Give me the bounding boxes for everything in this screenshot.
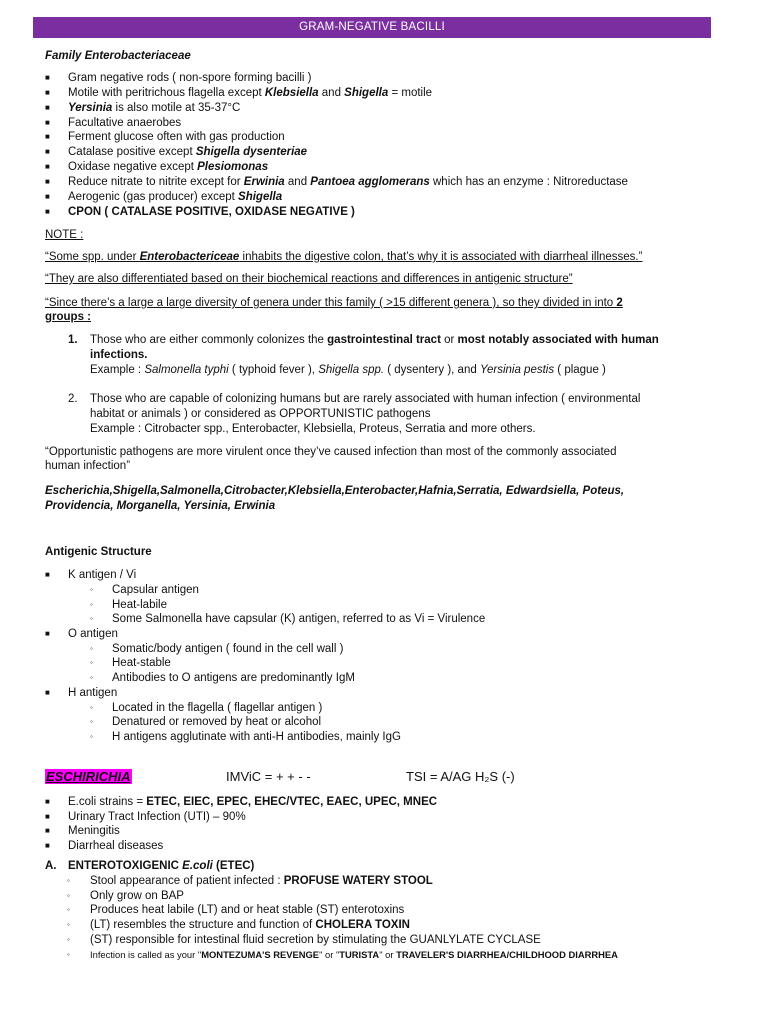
list-item: Only grow on BAP: [90, 890, 184, 902]
bullet-icon: ■: [45, 688, 50, 697]
list-item: Ferment glucose often with gas production: [68, 131, 285, 143]
imvic-text: IMViC = + + - -: [226, 769, 311, 784]
note-label: NOTE :: [45, 229, 84, 241]
circle-bullet-icon: ◦: [90, 658, 93, 667]
list-item: Oxidase negative except Plesiomonas: [68, 161, 269, 173]
list-item: Stool appearance of patient infected : PROFUSE WATERY STOOL: [90, 875, 433, 887]
list-item: Infection is called as your "MONTEZUMA'S REVENGE" or "TURISTA" or TRAVELER'S DIARRHEA/CHILDHOOD DIARRHEA: [90, 949, 618, 960]
antigenic-title: Antigenic Structure: [45, 546, 152, 558]
escherichia-heading: ESCHIRICHIA: [46, 769, 131, 784]
bullet-icon: ■: [45, 88, 50, 97]
list-item: Antibodies to O antigens are predominantly IgM: [112, 672, 355, 684]
circle-bullet-icon: ◦: [90, 585, 93, 594]
circle-bullet-icon: ◦: [90, 673, 93, 682]
group-2-example: Example : Citrobacter spp., Enterobacter, Klebsiella, Proteus, Serratia and more others.: [90, 423, 536, 435]
bullet-icon: ■: [45, 73, 50, 82]
quote-line-1: “Opportunistic pathogens are more virulent once they’ve caused infection than most of the commonly associated: [45, 446, 617, 458]
bullet-icon: ■: [45, 103, 50, 112]
list-item: Facultative anaerobes: [68, 117, 182, 129]
group-1-number: 1.: [68, 334, 78, 346]
antigen-name: H antigen: [68, 687, 118, 699]
circle-bullet-icon: ◦: [67, 905, 70, 914]
list-item: Meningitis: [68, 825, 120, 837]
bullet-icon: ■: [45, 797, 50, 806]
group-2-number: 2.: [68, 393, 78, 405]
list-item: Gram negative rods ( non-spore forming bacilli ): [68, 72, 312, 84]
genera-line-1: Escherichia,Shigella,Salmonella,Citrobacter,Klebsiella,Enterobacter,Hafnia,Serratia, Edwardsiella, Poteus,: [45, 485, 625, 497]
list-item: Denatured or removed by heat or alcohol: [112, 716, 322, 728]
bullet-icon: ■: [45, 629, 50, 638]
family-title: Family Enterobacteriaceae: [45, 50, 191, 62]
circle-bullet-icon: ◦: [67, 920, 70, 929]
list-item: Reduce nitrate to nitrite except for Erwinia and Pantoea agglomerans which has an enzyme : Nitroreductase: [68, 176, 628, 188]
list-item: Produces heat labile (LT) and or heat stable (ST) enterotoxins: [90, 904, 405, 916]
list-item: Yersinia is also motile at 35-37°C: [68, 102, 241, 114]
bullet-icon: ■: [45, 118, 50, 127]
list-item: Aerogenic (gas producer) except Shigella: [68, 191, 283, 203]
list-item: Heat-labile: [112, 599, 167, 611]
list-item: Some Salmonella have capsular (K) antigen, referred to as Vi = Virulence: [112, 613, 486, 625]
bullet-icon: ■: [45, 841, 50, 850]
etec-title: ENTEROTOXIGENIC E.coli (ETEC): [68, 860, 255, 872]
bullet-icon: ■: [45, 162, 50, 171]
list-item: (LT) resembles the structure and function of CHOLERA TOXIN: [90, 919, 410, 931]
section-header: GRAM-NEGATIVE BACILLI: [33, 17, 711, 38]
etec-letter: A.: [45, 860, 57, 872]
group-1-line-2: infections.: [90, 349, 148, 361]
list-item: (ST) responsible for intestinal fluid secretion by stimulating the GUANLYLATE CYCLASE: [90, 934, 541, 946]
list-item: Located in the flagella ( flagellar antigen ): [112, 702, 323, 714]
note-2: “They are also differentiated based on their biochemical reactions and differences in antigenic structure”: [45, 273, 573, 285]
list-item: Capsular antigen: [112, 584, 199, 596]
circle-bullet-icon: ◦: [67, 935, 70, 944]
genera-line-2: Providencia, Morganella, Yersinia, Erwinia: [45, 500, 276, 512]
circle-bullet-icon: ◦: [90, 732, 93, 741]
list-item: Catalase positive except Shigella dysenteriae: [68, 146, 308, 158]
quote-line-2: human infection”: [45, 460, 131, 472]
bullet-icon: ■: [45, 207, 50, 216]
list-item: Motile with peritrichous flagella except Klebsiella and Shigella = motile: [68, 87, 433, 99]
group-1-example: Example : Salmonella typhi ( typhoid fever ), Shigella spp. ( dysentery ), and Yersinia pestis ( plague ): [90, 364, 606, 376]
list-item: E.coli strains = ETEC, EIEC, EPEC, EHEC/VTEC, EAEC, UPEC, MNEC: [68, 796, 438, 808]
list-item: Urinary Tract Infection (UTI) – 90%: [68, 811, 246, 823]
bullet-icon: ■: [45, 826, 50, 835]
bullet-icon: ■: [45, 570, 50, 579]
tsi-text: TSI = A/AG H₂S (-): [406, 769, 515, 784]
note-3: “Since there’s a large a large diversity of genera under this family ( >15 different genera ), so they divided in into 2: [45, 297, 623, 309]
list-item: Heat-stable: [112, 657, 171, 669]
circle-bullet-icon: ◦: [67, 876, 70, 885]
bullet-icon: ■: [45, 147, 50, 156]
bullet-icon: ■: [45, 132, 50, 141]
circle-bullet-icon: ◦: [67, 950, 70, 959]
list-item: Somatic/body antigen ( found in the cell wall ): [112, 643, 344, 655]
circle-bullet-icon: ◦: [90, 703, 93, 712]
bullet-icon: ■: [45, 192, 50, 201]
bullet-icon: ■: [45, 812, 50, 821]
circle-bullet-icon: ◦: [90, 717, 93, 726]
circle-bullet-icon: ◦: [67, 891, 70, 900]
bullet-icon: ■: [45, 177, 50, 186]
note-1: “Some spp. under Enterobactericeae inhabits the digestive colon, that’s why it is associated with diarrheal illnesses.”: [45, 251, 643, 263]
note-3-cont: groups :: [45, 311, 91, 323]
list-item: Diarrheal diseases: [68, 840, 164, 852]
list-item: CPON ( CATALASE POSITIVE, OXIDASE NEGATIVE ): [68, 206, 355, 218]
circle-bullet-icon: ◦: [90, 614, 93, 623]
group-1-line: Those who are either commonly colonizes the gastrointestinal tract or most notably associated with human: [90, 334, 659, 346]
circle-bullet-icon: ◦: [90, 644, 93, 653]
group-2-line-2: habitat or animals ) or considered as OPPORTUNISTIC pathogens: [90, 408, 431, 420]
antigen-name: K antigen / Vi: [68, 569, 137, 581]
group-2-line: Those who are capable of colonizing humans but are rarely associated with human infection ( environmental: [90, 393, 641, 405]
list-item: H antigens agglutinate with anti-H antibodies, mainly IgG: [112, 731, 401, 743]
antigen-name: O antigen: [68, 628, 118, 640]
circle-bullet-icon: ◦: [90, 600, 93, 609]
